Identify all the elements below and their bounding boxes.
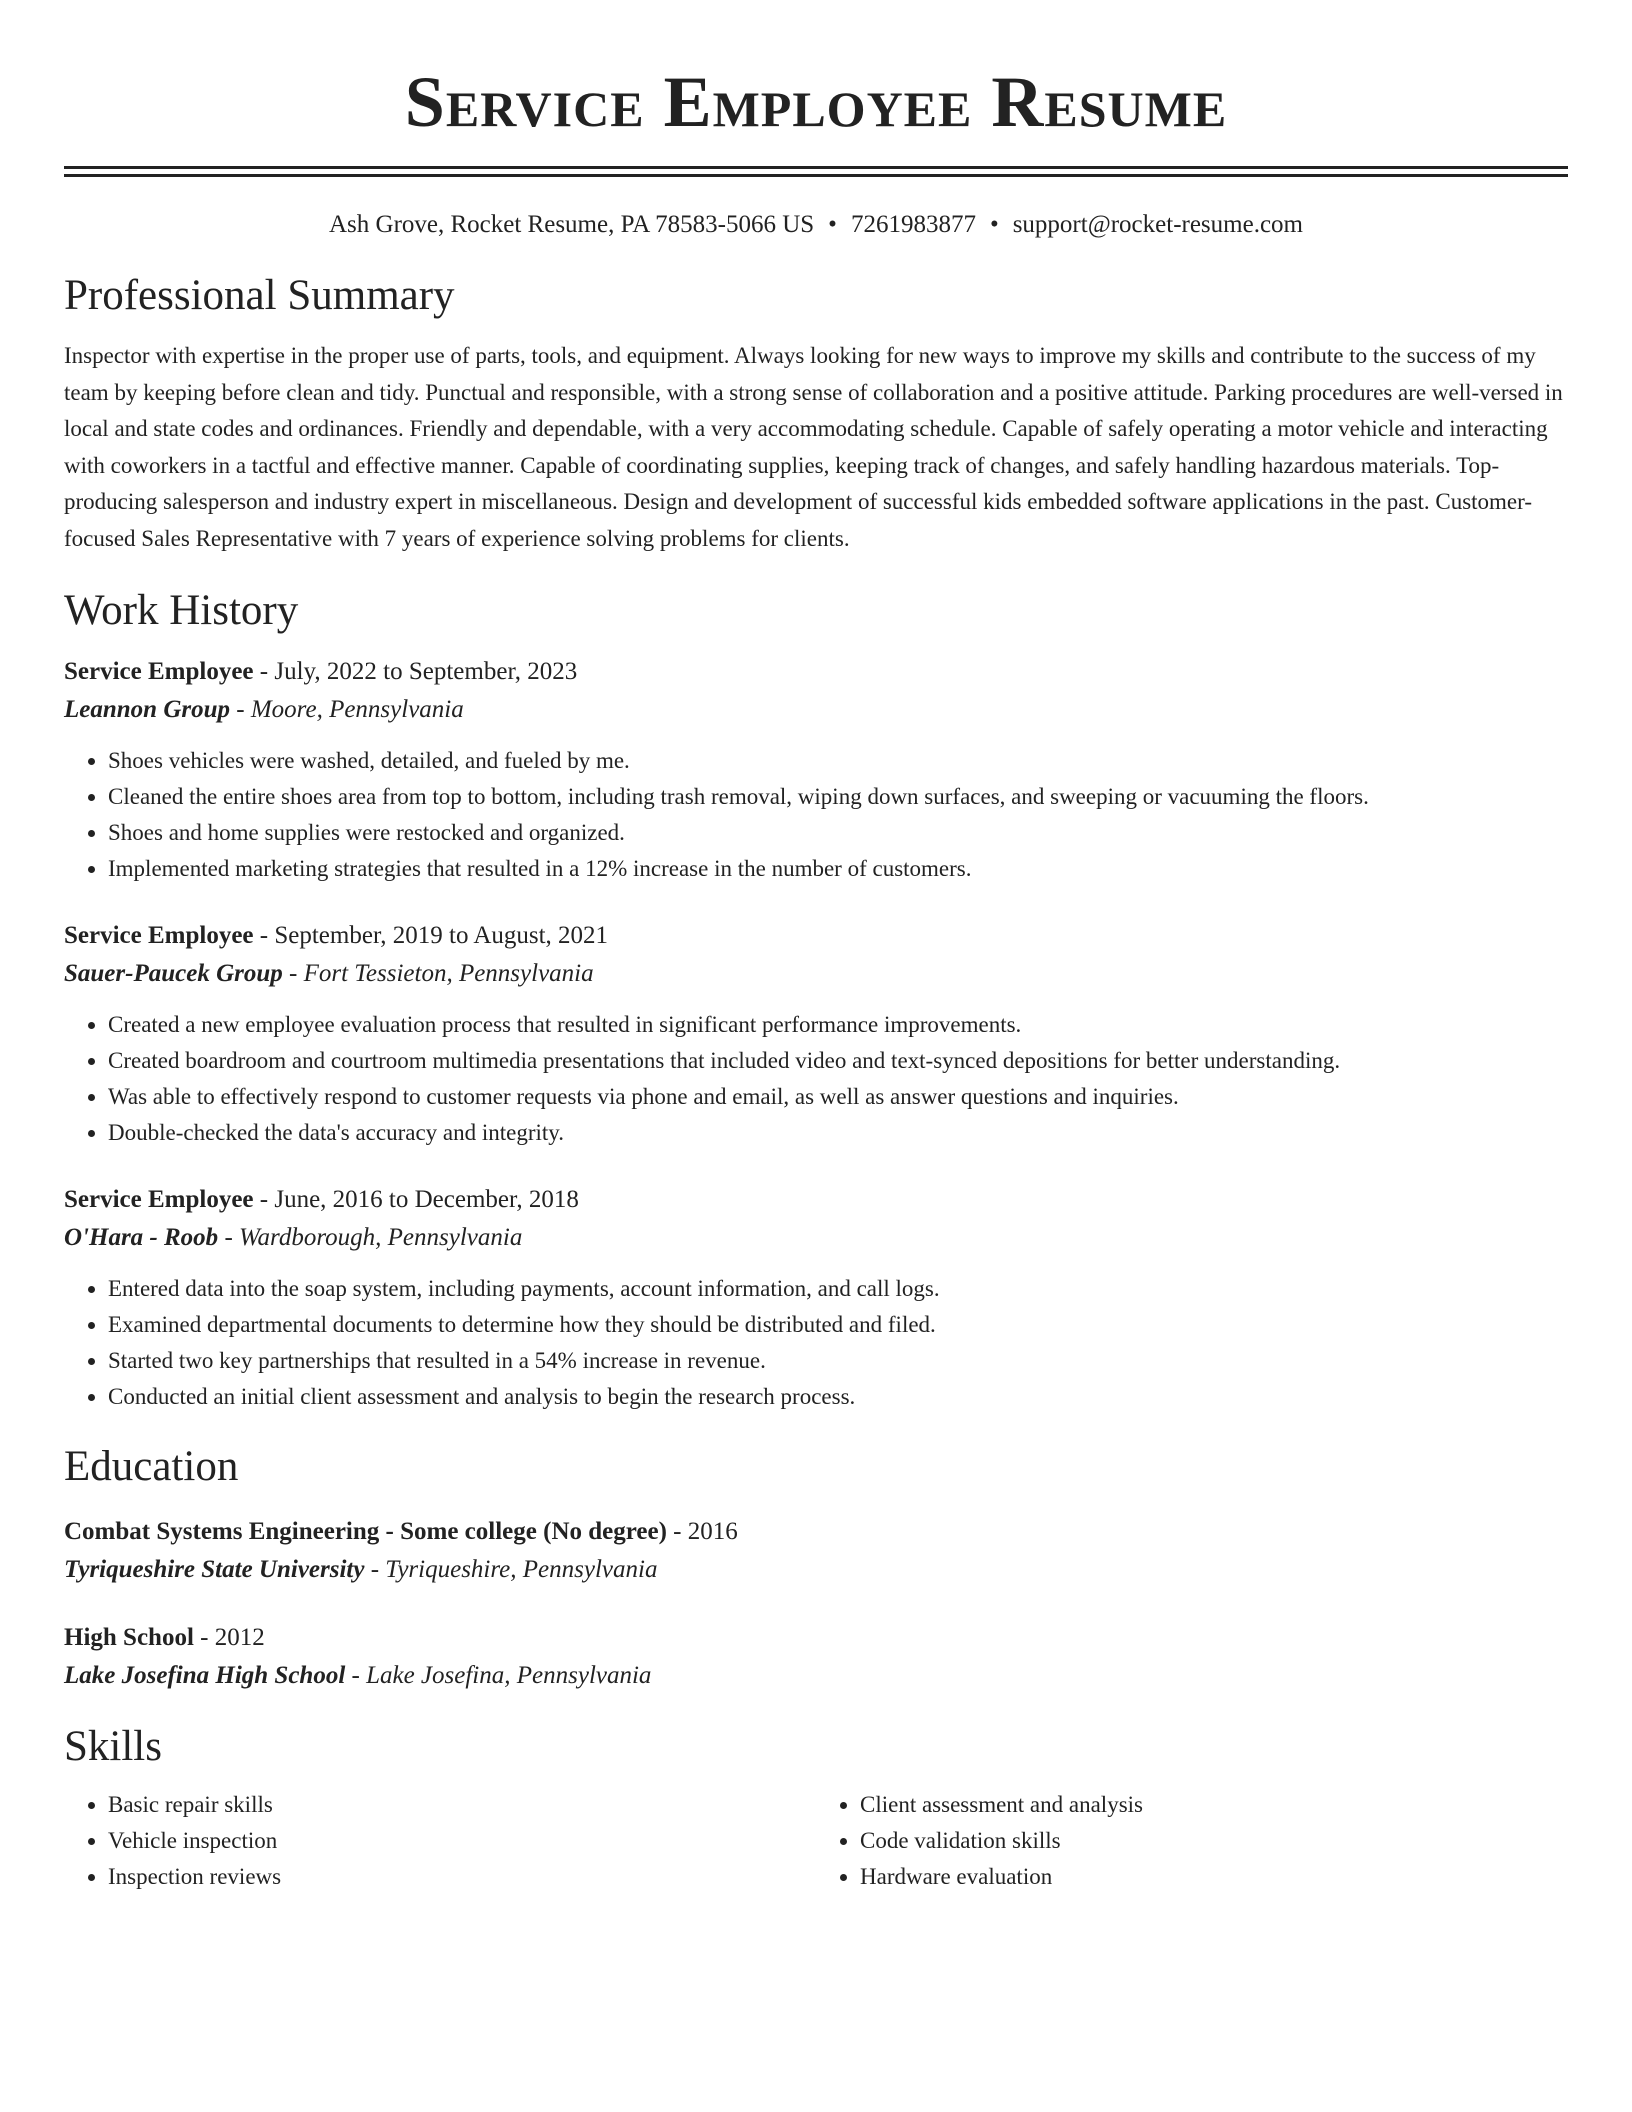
job-bullet: • Conducted an initial client assessment and analysis to begin the research process. [108, 1379, 1568, 1415]
job-bullet: • Shoes and home supplies were restocked and organized. [108, 815, 1568, 851]
job-location: - Wardborough, Pennsylvania [218, 1224, 523, 1251]
job-bullet: • Created boardroom and courtroom multimedia presentations that included video and text-synced depositions for better understanding. [108, 1043, 1568, 1079]
job-company: Leannon Group [64, 696, 231, 723]
job-entry [64, 1181, 1568, 1415]
job-company-line [64, 1219, 1568, 1257]
contact-email[interactable]: support@rocket-resume.com [1012, 211, 1303, 238]
education-degree: Combat Systems Engineering - Some college (No degree) [64, 1518, 667, 1545]
skill-item: • Basic repair skills [108, 1787, 816, 1823]
summary-text: Inspector with expertise in the proper use of parts, tools, and equipment. Always looking for new ways to improve my skills and contribute to the success of my team by keeping before clean and tidy. Punctual and responsible, with a strong sense of collaboration and a positive attitude. Parking procedures are well-versed in local and state codes and ordinances. Friendly and dependable, with a very accommodating schedule. Capable of safely operating a motor vehicle and interacting with coworkers in a tactful and effective manner. Capable of coordinating supplies, keeping track of changes, and safely handling hazardous materials. Top-producing salesperson and industry expert in miscellaneous. Design and development of successful kids embedded software applications in the past. Customer-focused Sales Representative with 7 years of experience solving problems for clients. [64, 343, 1563, 551]
job-bullets [64, 743, 1568, 887]
job-bullets [64, 1271, 1568, 1415]
skills-list-right [816, 1787, 1568, 1895]
skills-list-left [64, 1787, 816, 1895]
education-school: Lake Josefina High School [64, 1662, 346, 1689]
job-entry [64, 653, 1568, 887]
education-location: - Lake Josefina, Pennsylvania [345, 1662, 652, 1689]
job-title: Service Employee [64, 1186, 254, 1213]
job-location: - Fort Tessieton, Pennsylvania [282, 960, 594, 987]
job-bullet: • Was able to effectively respond to customer requests via phone and email, as well as answer questions and inquiries. [108, 1079, 1568, 1115]
job-dates: - June, 2016 to December, 2018 [253, 1186, 579, 1213]
job-company-line [64, 691, 1568, 729]
section-heading-summary: Professional Summary [64, 272, 455, 319]
resume-title: Service Employee Resume [404, 62, 1228, 142]
job-title-line [64, 1181, 1568, 1219]
job-company-line [64, 955, 1568, 993]
contact-phone: 7261983877 [850, 211, 976, 238]
job-company: Sauer-Paucek Group [64, 960, 283, 987]
job-location: - Moore, Pennsylvania [230, 696, 464, 723]
skill-item: • Code validation skills [860, 1823, 1568, 1859]
education-school-line [64, 1551, 1568, 1589]
job-bullet: • Examined departmental documents to determine how they should be distributed and filed. [108, 1307, 1568, 1343]
job-title-line [64, 653, 1568, 691]
contact-address: Ash Grove, Rocket Resume, PA 78583-5066 US [328, 211, 815, 238]
job-bullet: • Double-checked the data's accuracy and integrity. [108, 1115, 1568, 1151]
job-company: O'Hara - Roob [64, 1224, 219, 1251]
job-bullet: • Created a new employee evaluation process that resulted in significant performance improvements. [108, 1007, 1568, 1043]
section-heading-education: Education [64, 1443, 239, 1490]
education-school: Tyriqueshire State University [64, 1556, 365, 1583]
skill-item: • Inspection reviews [108, 1859, 816, 1895]
contact-separator: • [828, 211, 837, 238]
job-bullet: • Started two key partnerships that resulted in a 54% increase in revenue. [108, 1343, 1568, 1379]
education-location: - Tyriqueshire, Pennsylvania [364, 1556, 658, 1583]
skills-columns [64, 1787, 1568, 1895]
education-entry [64, 1619, 1568, 1695]
education-school-line [64, 1657, 1568, 1695]
education-year: - 2012 [193, 1624, 265, 1651]
education-degree-line [64, 1619, 1568, 1657]
job-bullets [64, 1007, 1568, 1151]
skill-item: • Vehicle inspection [108, 1823, 816, 1859]
job-dates: - July, 2022 to September, 2023 [253, 658, 578, 685]
job-title: Service Employee [64, 922, 254, 949]
education-entry [64, 1513, 1568, 1589]
job-bullet: • Implemented marketing strategies that resulted in a 12% increase in the number of customers. [108, 851, 1568, 887]
job-bullet: • Cleaned the entire shoes area from top to bottom, including trash removal, wiping down surfaces, and sweeping or vacuuming the floors. [108, 779, 1568, 815]
job-dates: - September, 2019 to August, 2021 [253, 922, 609, 949]
contact-line [64, 208, 1568, 242]
skill-item: • Hardware evaluation [860, 1859, 1568, 1895]
section-heading-skills: Skills [64, 1723, 162, 1770]
contact-separator: • [989, 211, 999, 238]
title-double-rule [64, 166, 1568, 177]
education-year: - 2016 [666, 1518, 738, 1545]
job-bullet: • Shoes vehicles were washed, detailed, and fueled by me. [108, 743, 1568, 779]
education-degree: High School [64, 1624, 194, 1651]
job-title: Service Employee [64, 658, 254, 685]
job-title-line [64, 917, 1568, 955]
education-degree-line [64, 1513, 1568, 1551]
section-heading-work: Work History [64, 587, 299, 634]
job-bullet: • Entered data into the soap system, including payments, account information, and call logs. [108, 1271, 1568, 1307]
skill-item: • Client assessment and analysis [860, 1787, 1568, 1823]
job-entry [64, 917, 1568, 1151]
